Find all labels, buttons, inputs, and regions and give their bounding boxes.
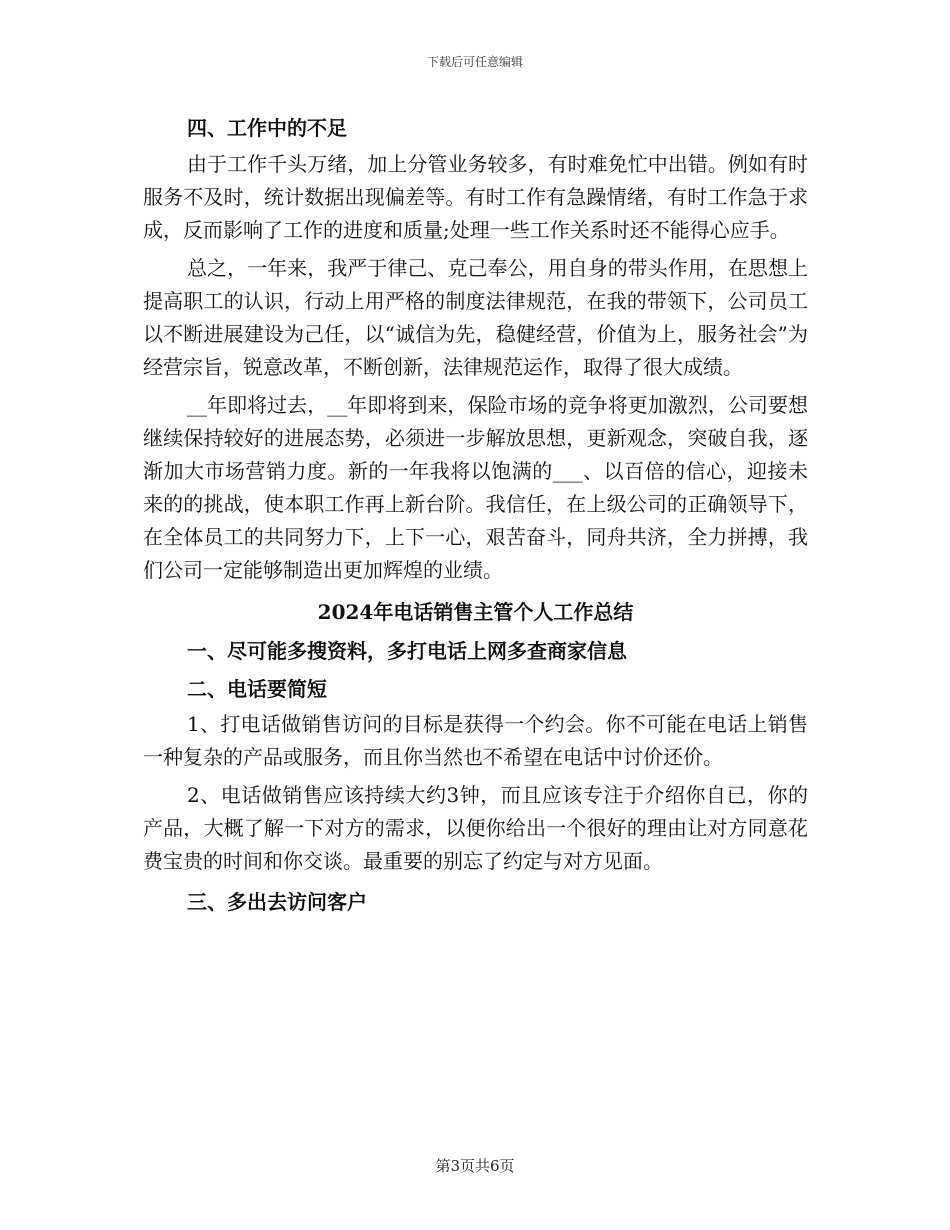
page-footer: 第3页共6页 [435,1157,515,1175]
section-heading-research: 一、尽可能多搜资料，多打电话上网多查商家信息 [187,639,627,663]
section-heading-short-calls: 二、电话要简短 [187,677,327,701]
paragraph-call-duration: 2、电话做销售应该持续大约3钟，而且应该专注于介绍你自已，你的产品，大概了解一下对方的需求，以便你给出一个很好的理由让对方同意花费宝贵的时间和你交谈。最重要的别忘了约定与对方见面。 [143,783,808,873]
paragraph-call-goal: 1、打电话做销售访问的目标是获得一个约会。你不可能在电话上销售一种复杂的产品或服务，而且你当然也不希望在电话中讨价还价。 [143,712,808,769]
paragraph-summary: 总之，一年来，我严于律己、克己奉公，用自身的带头作用，在思想上提高职工的认识，行动上用严格的制度法律规范，在我的带领下，公司员工以不断进展建设为己任，以“诚信为先，稳健经营，价值为上，服务社会”为经营宗旨，锐意改革，不断创新，法律规范运作，取得了很大成绩。 [143,256,808,379]
section-heading-visit-clients: 三、多出去访问客户 [187,890,367,914]
paragraph-shortcomings: 由于工作千头万绪，加上分管业务较多，有时难免忙中出错。例如有时服务不及时，统计数据出现偏差等。有时工作有急躁情绪，有时工作急于求成，反而影响了工作的进度和质量;处理一些工作关系时还不能得心应手。 [143,152,808,242]
paragraph-outlook: __年即将过去，__年即将到来，保险市场的竞争将更加激烈，公司要想继续保持较好的进展态势，必须进一步解放思想，更新观念，突破自我，逐渐加大市场营销力度。新的一年我将以饱满的___、以百倍的信心，迎接未来的的挑战，使本职工作再上新台阶。我信任，在上级公司的正确领导下，在全体员工的共同努力下，上下一心，艰苦奋斗，同舟共济，全力拼搏，我们公司一定能够制造出更加辉煌的业绩。 [143,393,808,582]
page-header: 下载后可任意编辑 [426,55,523,69]
section-heading-shortcomings: 四、工作中的不足 [187,116,347,140]
document-title: 2024年电话销售主管个人工作总结 [317,600,634,624]
document-body [143,108,808,921]
